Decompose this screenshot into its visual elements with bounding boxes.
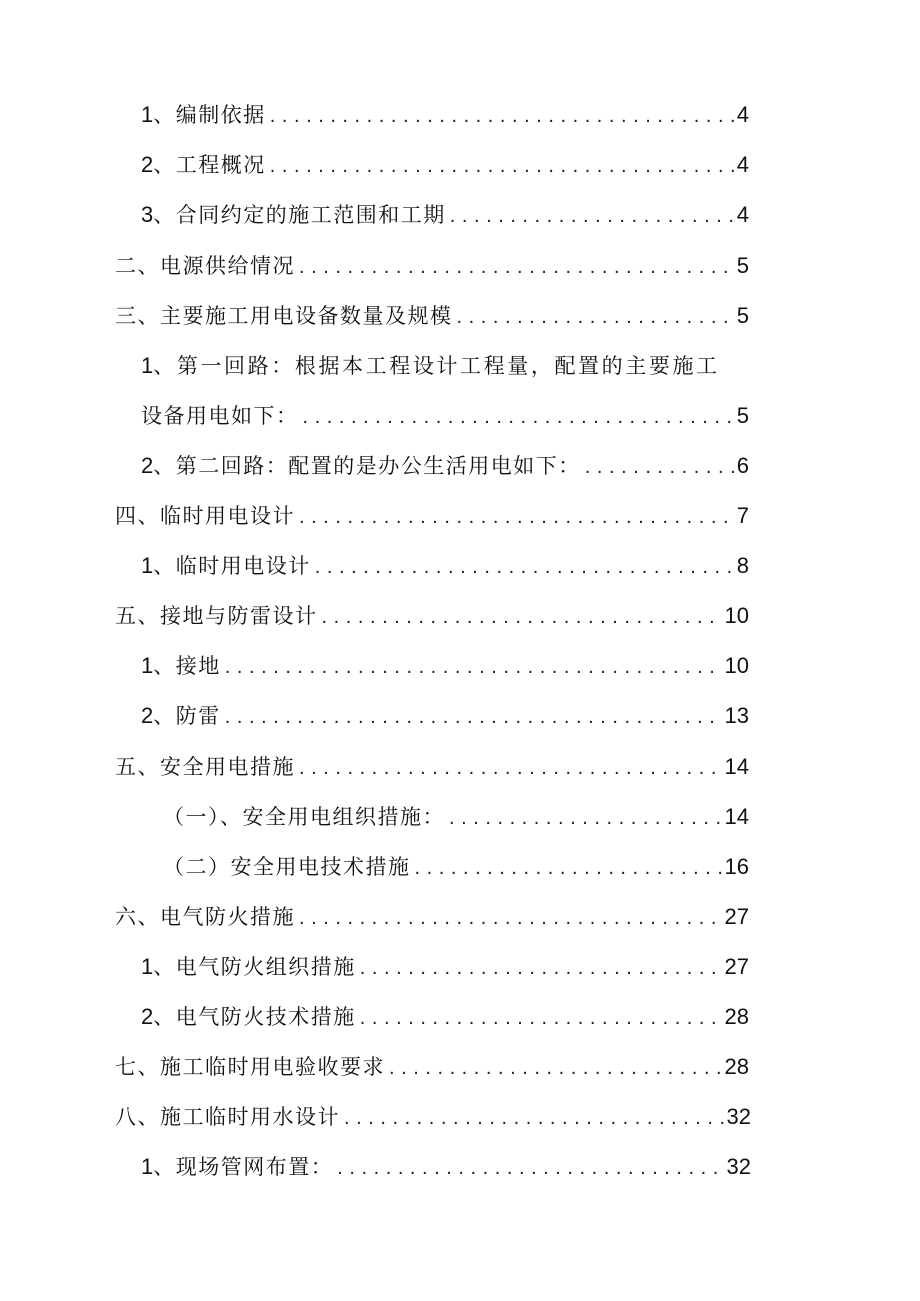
toc-page-number: 14 bbox=[724, 754, 749, 779]
toc-dot-leader bbox=[449, 801, 722, 835]
toc-entry-title: 2、工程概况 bbox=[141, 152, 266, 177]
toc-dot-leader bbox=[303, 400, 734, 434]
toc-entry-title: 2、防雷 bbox=[141, 703, 221, 728]
toc-dot-leader bbox=[299, 751, 722, 785]
toc-dot-leader bbox=[322, 600, 722, 634]
toc-entry[interactable] bbox=[163, 850, 749, 884]
toc-dot-leader bbox=[270, 99, 734, 133]
toc-dot-leader bbox=[270, 149, 734, 183]
toc-entry-title: 七、施工临时用电验收要求 bbox=[115, 1055, 385, 1079]
toc-entry[interactable] bbox=[115, 1100, 751, 1134]
toc-entry[interactable] bbox=[115, 249, 749, 283]
toc-entry[interactable] bbox=[115, 299, 749, 333]
toc-entry-title: 1、编制依据 bbox=[141, 102, 266, 127]
toc-dot-leader bbox=[225, 700, 722, 734]
toc-page-number: 27 bbox=[724, 904, 749, 929]
toc-page-number: 4 bbox=[736, 202, 749, 227]
toc-entry-title: （一）、安全用电组织措施： bbox=[163, 805, 445, 829]
toc-entry[interactable] bbox=[163, 800, 749, 834]
toc-dot-leader bbox=[315, 550, 734, 584]
toc-entry[interactable] bbox=[141, 98, 749, 132]
toc-entry-title: 八、施工临时用水设计 bbox=[115, 1105, 340, 1129]
toc-dot-leader bbox=[450, 199, 734, 233]
toc-entry-title: 1、现场管网布置： bbox=[141, 1154, 334, 1179]
toc-entry-title: 三、主要施工用电设备数量及规模 bbox=[115, 304, 453, 328]
toc-entry[interactable] bbox=[141, 649, 749, 683]
toc-page-number: 5 bbox=[736, 303, 749, 328]
toc-entry[interactable] bbox=[141, 549, 749, 583]
toc-entry-title: 五、接地与防雷设计 bbox=[115, 604, 318, 628]
toc-entry-title: 1、临时用电设计 bbox=[141, 553, 311, 578]
toc-dot-leader bbox=[299, 500, 734, 534]
toc-entry-title: 六、电气防火措施 bbox=[115, 905, 295, 929]
toc-entry[interactable] bbox=[141, 449, 749, 483]
toc-entry[interactable] bbox=[115, 900, 749, 934]
toc-page-number: 5 bbox=[736, 403, 749, 428]
toc-entry-title: 3、合同约定的施工范围和工期 bbox=[141, 202, 446, 227]
toc-page-number: 28 bbox=[724, 1004, 749, 1029]
toc-entry-wrapped-line[interactable]: 1、第一回路：根据本工程设计工程量，配置的主要施工 bbox=[141, 353, 720, 378]
toc-entry-title: 设备用电如下： bbox=[141, 404, 299, 428]
toc-page-number: 7 bbox=[736, 503, 749, 528]
toc-entry[interactable] bbox=[115, 1050, 749, 1084]
toc-entry-title: （二）安全用电技术措施 bbox=[163, 855, 411, 879]
toc-entry[interactable] bbox=[141, 950, 749, 984]
toc-entry[interactable] bbox=[115, 750, 749, 784]
toc-page-number: 4 bbox=[736, 102, 749, 127]
toc-dot-leader bbox=[225, 650, 722, 684]
toc-entry-title: 四、临时用电设计 bbox=[115, 504, 295, 528]
toc-entry-title: 1、电气防火组织措施 bbox=[141, 954, 356, 979]
toc-dot-leader bbox=[360, 1001, 722, 1035]
toc-page-number: 6 bbox=[736, 453, 749, 478]
toc-dot-leader bbox=[585, 450, 734, 484]
toc-dot-leader bbox=[337, 1151, 723, 1185]
toc-entry[interactable] bbox=[115, 599, 749, 633]
toc-entry-title: 1、接地 bbox=[141, 653, 221, 678]
toc-page-number: 28 bbox=[724, 1054, 749, 1079]
toc-page-number: 16 bbox=[724, 854, 749, 879]
toc-entry[interactable] bbox=[141, 699, 749, 733]
toc-dot-leader bbox=[415, 851, 722, 885]
toc-page-number: 8 bbox=[736, 553, 749, 578]
toc-page-number: 13 bbox=[724, 703, 749, 728]
toc-dot-leader bbox=[360, 951, 722, 985]
toc-page-number: 14 bbox=[724, 804, 749, 829]
toc-entry[interactable] bbox=[115, 499, 749, 533]
toc-dot-leader bbox=[299, 250, 734, 284]
toc-dot-leader bbox=[457, 300, 734, 334]
toc-entry[interactable] bbox=[141, 1000, 749, 1034]
toc-page-number: 4 bbox=[736, 152, 749, 177]
toc-page-number: 10 bbox=[724, 653, 749, 678]
toc-entry[interactable] bbox=[141, 1150, 751, 1184]
toc-entry[interactable] bbox=[141, 399, 749, 433]
toc-page-number: 10 bbox=[724, 603, 749, 628]
toc-entry-title: 五、安全用电措施 bbox=[115, 755, 295, 779]
toc-dot-leader bbox=[299, 901, 722, 935]
toc-dot-leader bbox=[389, 1051, 722, 1085]
toc-page-number: 32 bbox=[726, 1154, 751, 1179]
toc-page-number: 32 bbox=[726, 1104, 751, 1129]
toc-entry[interactable] bbox=[141, 148, 749, 182]
toc-entry-title: 二、电源供给情况 bbox=[115, 254, 295, 278]
toc-entry-title: 2、电气防火技术措施 bbox=[141, 1004, 356, 1029]
toc-entry[interactable] bbox=[141, 198, 749, 232]
toc-page-number: 5 bbox=[736, 253, 749, 278]
toc-dot-leader bbox=[344, 1101, 724, 1135]
toc-entry-title: 2、第二回路：配置的是办公生活用电如下： bbox=[141, 453, 581, 478]
toc-page-number: 27 bbox=[724, 954, 749, 979]
